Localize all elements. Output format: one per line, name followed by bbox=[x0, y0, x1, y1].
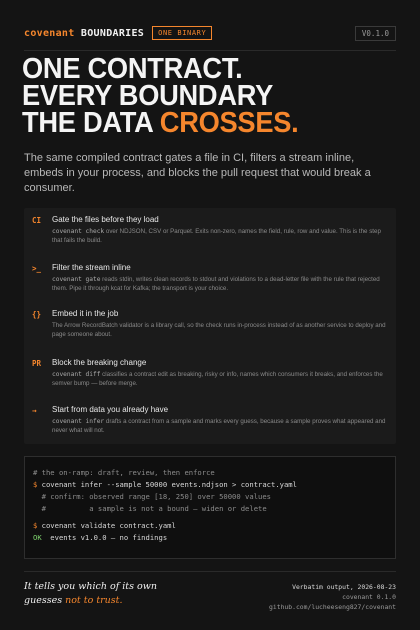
headline-accent: CROSSES. bbox=[159, 107, 299, 139]
feature-command: covenant diff bbox=[52, 371, 101, 378]
feature-description bbox=[52, 228, 388, 245]
one-binary-tag: ONE BINARY bbox=[152, 26, 212, 40]
terminal-command-line bbox=[33, 520, 387, 532]
feature-title: Block the breaking change bbox=[52, 358, 147, 367]
headline-line-2: EVERY BOUNDARY bbox=[22, 80, 274, 112]
terminal-prompt-icon: >_ bbox=[32, 264, 42, 273]
feature-desc-text: The Arrow RecordBatch validator is a library call, so the check runs in-process instead of as another service to deploy and page someone about. bbox=[52, 322, 386, 338]
pull-request-icon: PR bbox=[32, 359, 42, 368]
feature-command: covenant check bbox=[52, 228, 105, 235]
arrow-right-icon: → bbox=[32, 406, 37, 415]
feature-desc-text: drafts a contract from a sample and marks every guess, because a sample proves what appeared and never what will not. bbox=[52, 418, 386, 434]
terminal-block bbox=[24, 456, 396, 559]
feature-command: covenant gate bbox=[52, 276, 101, 283]
repo-link[interactable]: github.com/lucheeseng827/covenant bbox=[269, 603, 396, 611]
brand-logo bbox=[24, 28, 144, 39]
headline bbox=[22, 53, 379, 139]
subtitle: The same compiled contract gates a file in CI, filters a stream inline, embeds in your process, and blocks the pull request that would break a consumer. bbox=[24, 152, 371, 194]
feature-title: Start from data you already have bbox=[52, 405, 169, 414]
tagline-accent: not to trust. bbox=[65, 595, 123, 606]
prompt-symbol: $ bbox=[33, 521, 38, 530]
feature-title: Gate the files before they load bbox=[52, 215, 159, 224]
brand-rest: BOUNDARIES bbox=[80, 27, 145, 39]
header-divider bbox=[24, 50, 396, 51]
terminal-command: covenant infer --sample 50000 events.ndjson > contract.yaml bbox=[37, 480, 297, 489]
feature-list bbox=[24, 208, 396, 444]
feature-title: Embed it in the job bbox=[52, 309, 119, 318]
feature-description bbox=[52, 371, 388, 388]
prompt-symbol: $ bbox=[33, 480, 38, 489]
footer-divider bbox=[24, 571, 396, 572]
terminal-note: # confirm: observed range [18, 250] over 50000 values bbox=[33, 492, 271, 501]
feature-command: covenant infer bbox=[52, 418, 105, 425]
headline-line-3 bbox=[22, 107, 379, 139]
ci-icon: CI bbox=[32, 216, 42, 225]
tagline-text: It tells you which of its own guesses bbox=[24, 581, 157, 606]
headline-line-3-plain: THE DATA bbox=[22, 107, 160, 139]
terminal-comment: # the on-ramp: draft, review, then enforce bbox=[33, 468, 215, 477]
tool-version: covenant 0.1.0 bbox=[342, 593, 396, 601]
feature-description bbox=[52, 322, 388, 339]
headline-line-1: ONE CONTRACT. bbox=[22, 53, 243, 85]
header bbox=[24, 24, 396, 42]
terminal-result: events v1.0.0 — no findings bbox=[41, 533, 168, 542]
terminal-result-line bbox=[33, 532, 387, 544]
feature-title: Filter the stream inline bbox=[52, 263, 131, 272]
footer-meta bbox=[269, 582, 396, 612]
output-date: Verbatim output, 2026-08-23 bbox=[292, 583, 396, 591]
feature-description bbox=[52, 418, 388, 435]
feature-desc-text: reads stdin, writes clean records to stdout and violations to a dead-letter file with the rule that rejected them. Pipe it through kcat for Kafka; the transport is your choice. bbox=[52, 276, 380, 292]
terminal-command: covenant validate contract.yaml bbox=[37, 521, 176, 530]
tagline bbox=[24, 580, 174, 608]
braces-icon: {} bbox=[32, 310, 42, 319]
feature-desc-text: classifies a contract edit as breaking, risky or info, names which consumers it breaks, and enforces the semver bump — before merge. bbox=[52, 371, 383, 387]
terminal-command-line bbox=[33, 479, 387, 491]
feature-description bbox=[52, 276, 388, 293]
feature-desc-text: over NDJSON, CSV or Parquet. Exits non-zero, names the field, rule, row and value. This is the step that fails the build. bbox=[52, 228, 381, 244]
terminal-note: # a sample is not a bound — widen or delete bbox=[33, 504, 267, 513]
brand-accent: covenant bbox=[24, 27, 75, 39]
ok-status: OK bbox=[33, 533, 42, 542]
version-badge: V0.1.0 bbox=[355, 26, 396, 41]
